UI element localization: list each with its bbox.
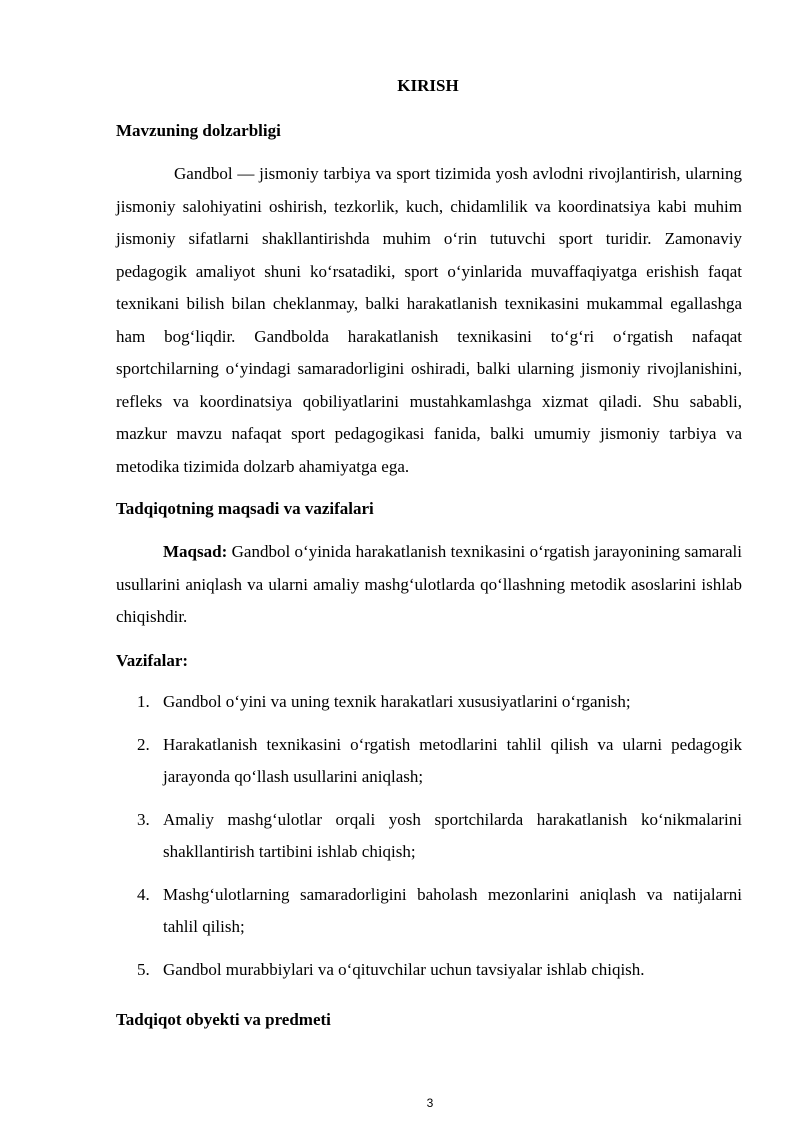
section-heading-relevance: Mavzuning dolzarbligi bbox=[116, 121, 281, 140]
list-item-text: Harakatlanish texnikasini oʻrgatish metodlarini tahlil qilish va ularni pedagogik jarayonda qoʻllash usullarini aniqlash; bbox=[163, 734, 742, 786]
list-item-number: 5. bbox=[137, 959, 150, 979]
goal-text: Gandbol oʻyinida harakatlanish texnikasini oʻrgatish jarayonining samarali usullarini aniqlash va ularni amaliy mashgʻulotlarda qoʻllashning metodik asoslarini ishlab chiqishdir. bbox=[116, 542, 742, 626]
list-item-text: Gandbol murabbiylari va oʻqituvchilar uchun tavsiyalar ishlab chiqish. bbox=[163, 959, 645, 979]
list-item bbox=[116, 879, 742, 944]
page-title: KIRISH bbox=[397, 76, 459, 95]
list-item bbox=[116, 686, 742, 719]
list-item-number: 2. bbox=[137, 734, 150, 754]
list-item-number: 1. bbox=[137, 692, 150, 711]
page-number: 3 bbox=[426, 1096, 434, 1110]
tasks-list bbox=[116, 686, 742, 986]
list-item bbox=[116, 954, 742, 987]
list-item-text: Mashgʻulotlarning samaradorligini baholash mezonlarini aniqlash va natijalarni tahlil qilish; bbox=[163, 884, 742, 936]
list-item-number: 4. bbox=[137, 884, 150, 904]
list-item-text: Amaliy mashgʻulotlar orqali yosh sportchilarda harakatlanish koʻnikmalarini shakllantirish tartibini ishlab chiqish; bbox=[163, 809, 742, 861]
tasks-heading: Vazifalar: bbox=[116, 651, 189, 670]
goal-label: Maqsad: bbox=[163, 542, 228, 561]
list-item-number: 3. bbox=[137, 809, 150, 829]
list-item-text: Gandbol oʻyini va uning texnik harakatlari xususiyatlarini oʻrganish; bbox=[163, 692, 631, 711]
list-item bbox=[116, 729, 742, 794]
goal-paragraph bbox=[116, 536, 742, 634]
section-heading-goals: Tadqiqotning maqsadi va vazifalari bbox=[116, 499, 374, 518]
list-item bbox=[116, 804, 742, 869]
relevance-paragraph: Gandbol — jismoniy tarbiya va sport tizimida yosh avlodni rivojlantirish, ularning jismoniy salohiyatini oshirish, tezkorlik, kuch, chidamlilik va koordinatsiya kabi muhim jismoniy sifatlarni shakllantirishda muhim oʻrin tutuvchi sport turidir. Zamonaviy pedagogik amaliyot shuni koʻrsatadiki, sport oʻyinlarida muvaffaqiyatga erishish faqat texnikani bilish bilan cheklanmay, balki harakatlanish texnikasini mukammal egallashga ham bogʻliqdir. Gandbolda harakatlanish texnikasini toʻgʻri oʻrgatish nafaqat sportchilarning oʻyindagi samaradorligini oshiradi, balki ularning jismoniy rivojlanishini, refleks va koordinatsiya qobiliyatlarini mustahkamlashga xizmat qiladi. Shu sababli, mazkur mavzu nafaqat sport pedagogikasi fanida, balki umumiy jismoniy tarbiya va metodika tizimida dolzarb ahamiyatga ega. bbox=[116, 164, 742, 476]
section-heading-object: Tadqiqot obyekti va predmeti bbox=[116, 1010, 331, 1029]
